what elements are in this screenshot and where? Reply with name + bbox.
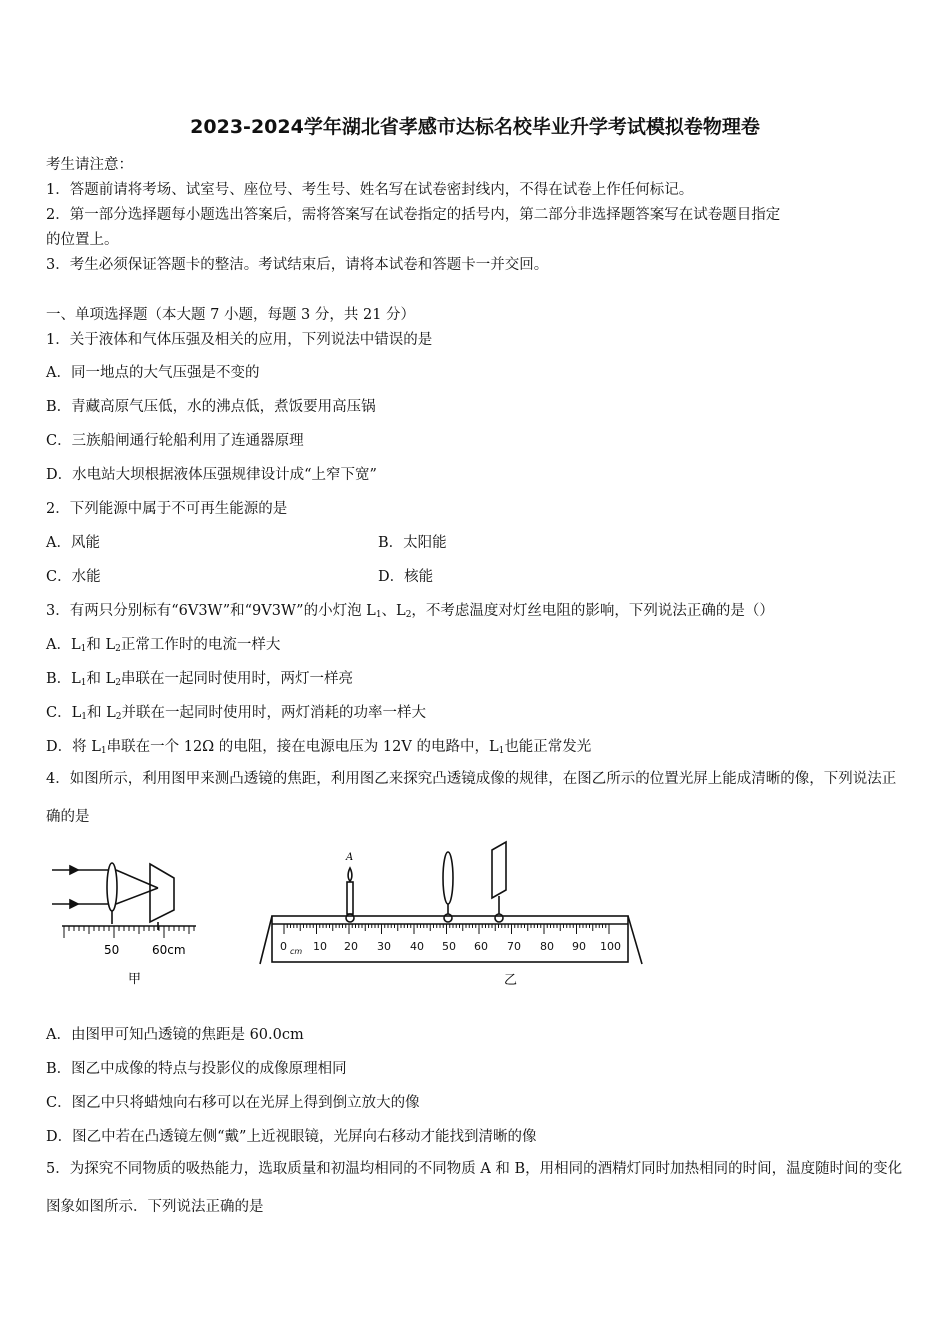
q1-option-d: D．水电站大坝根据液体压强规律设计成“上窄下宽” xyxy=(46,467,377,483)
tick-label: 90 xyxy=(572,940,586,953)
notice-item-2: 2．第一部分选择题每小题选出答案后，需将答案写在试卷指定的括号内，第二部分非选择题答案写在试卷题目指定 xyxy=(46,207,781,223)
optical-bench xyxy=(272,916,628,962)
q4-option-a: A．由图甲可知凸透镜的焦距是 60.0cm xyxy=(46,1027,304,1043)
q4-option-c: C．图乙中只将蜡烛向右移可以在光屏上得到倒立放大的像 xyxy=(46,1095,420,1111)
q3-option-b: B．$L_1$和 $L_2$串联在一起同时使用时，两灯一样亮 xyxy=(46,671,354,688)
q3-option-a: A．$L_1$和 $L_2$正常工作时的电流一样大 xyxy=(46,637,281,654)
notice-item-3: 3．考生必须保证答题卡的整洁。考试结束后，请将本试卷和答题卡一并交回。 xyxy=(46,257,549,273)
figure-jia-label: 甲 xyxy=(128,972,142,987)
notice-item-1: 1．答题前请将考场、试室号、座位号、考生号、姓名写在试卷密封线内，不得在试卷上作任何标记。 xyxy=(46,182,694,198)
tick-label: 80 xyxy=(540,940,554,953)
q1-option-b: B．青藏高原气压低，水的沸点低，煮饭要用高压锅 xyxy=(46,399,376,415)
q4-stem: 4．如图所示，利用图甲来测凸透镜的焦距，利用图乙来探究凸透镜成像的规律，在图乙所示的位置光屏上能成清晰的像，下列说法正确的是 xyxy=(46,771,897,825)
q1-option-c: C．三族船闸通行轮船利用了连通器原理 xyxy=(46,433,304,449)
light-screen xyxy=(492,842,506,898)
candle-flame-icon xyxy=(348,868,352,881)
light-ray xyxy=(116,888,158,904)
bench-leg-right xyxy=(628,916,642,964)
candle xyxy=(347,882,353,914)
q2-option-b: B．太阳能 xyxy=(378,535,447,551)
q3-option-d: D．将 $L_1$串联在一个 12Ω 的电阻，接在电源电压为 12V 的电路中，$L_1$也能正常发光 xyxy=(46,739,592,756)
convex-lens xyxy=(443,852,453,904)
unit-label: cm xyxy=(290,947,303,956)
candle-label: A xyxy=(346,852,354,863)
tick-label: 30 xyxy=(377,940,391,953)
notice-heading: 考生请注意： xyxy=(46,157,133,173)
bench-leg-left xyxy=(260,916,272,964)
q4-option-b: B．图乙中成像的特点与投影仪的成像原理相同 xyxy=(46,1061,347,1077)
light-ray xyxy=(116,870,158,888)
tick-label: 100 xyxy=(600,940,621,953)
q2-option-c: C．水能 xyxy=(46,569,101,585)
q1-option-a: A．同一地点的大气压强是不变的 xyxy=(46,365,260,381)
tick-label: 0 xyxy=(280,940,287,953)
tick-label: 60 xyxy=(474,940,488,953)
tick-label: 10 xyxy=(313,940,327,953)
notice-item-2-cont: 的位置上。 xyxy=(46,232,119,248)
arrow-icon xyxy=(70,900,78,908)
figure-yi xyxy=(258,838,650,990)
tick-label: 40 xyxy=(410,940,424,953)
q1-stem: 1．关于液体和气体压强及相关的应用，下列说法中错误的是 xyxy=(46,332,433,348)
q3-option-c: C．$L_1$和 $L_2$并联在一起同时使用时，两灯消耗的功率一样大 xyxy=(46,705,426,722)
light-screen xyxy=(150,864,174,922)
tick-label-50: 50 xyxy=(104,943,120,957)
tick-label: 70 xyxy=(507,940,521,953)
q5-stem: 5．为探究不同物质的吸热能力，选取质量和初温均相同的不同物质 A 和 B，用相同的酒精灯同时加热相同的时间，温度随时间的变化图象如图所示．下列说法正确的是 xyxy=(46,1161,903,1215)
tick-label-60cm: 60cm xyxy=(152,943,186,957)
section-heading: 一、单项选择题（本大题 7 小题，每题 3 分，共 21 分） xyxy=(46,307,416,323)
q3-stem: 3．有两只分别标有“6V3W”和“9V3W”的小灯泡 $L_1$、$L_2$，不考虑温度对灯丝电阻的影响，下列说法正确的是（） xyxy=(46,603,774,620)
convex-lens xyxy=(107,863,117,911)
q2-option-a: A．风能 xyxy=(46,535,100,551)
figure-jia xyxy=(46,840,206,990)
q2-option-d: D．核能 xyxy=(378,569,434,585)
q2-stem: 2．下列能源中属于不可再生能源的是 xyxy=(46,501,288,517)
q4-option-d: D．图乙中若在凸透镜左侧“戴”上近视眼镜，光屏向右移动才能找到清晰的像 xyxy=(46,1129,537,1145)
tick-label: 50 xyxy=(442,940,456,953)
page-title: 2023-2024学年湖北省孝感市达标名校毕业升学考试模拟卷物理卷 xyxy=(190,116,760,138)
figure-yi-label: 乙 xyxy=(504,973,518,988)
tick-label: 20 xyxy=(344,940,358,953)
arrow-icon xyxy=(70,866,78,874)
